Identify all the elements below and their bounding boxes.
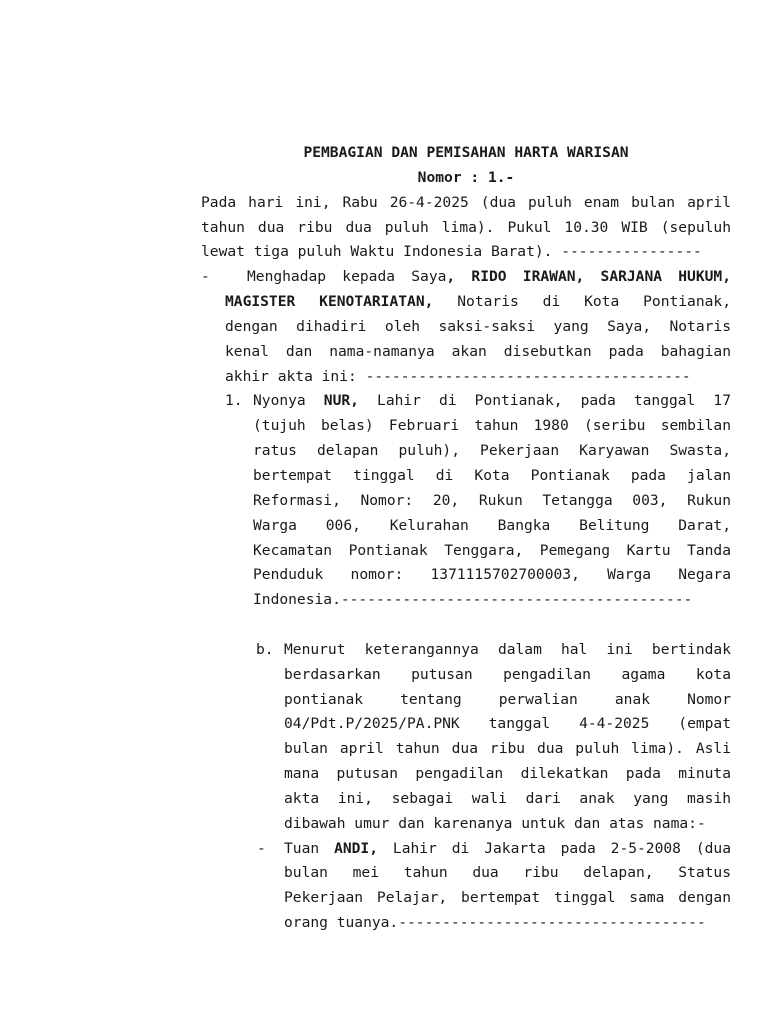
appearance-line: akhir akta ini: -------------------------------------	[225, 367, 691, 385]
appearance-text: Notaris di Kota Pontianak,	[433, 293, 731, 311]
item-text: Tuan	[284, 839, 335, 857]
item-b-line: berdasarkan putusan pengadilan agama kota	[284, 665, 731, 683]
item-dash-line: orang tuanya.-----------------------------------	[284, 914, 706, 932]
item-b-line: dibawah umur dan karenanya untuk dan atas nama:-	[284, 814, 706, 832]
opening-line: tahun dua ribu dua puluh lima). Pukul 10.30 WIB (sepuluh	[201, 218, 731, 236]
party-1-line	[201, 389, 731, 414]
party-text: Lahir di Pontianak, pada tanggal 17	[358, 392, 731, 410]
item-b-line: pontianak tentang perwalian anak Nomor	[284, 690, 731, 708]
dash-marker: -	[257, 839, 266, 857]
notary-title: MAGISTER KENOTARIATAN,	[225, 293, 434, 311]
party-1-line: Indonesia.----------------------------------------	[253, 591, 693, 609]
deed-title: PEMBAGIAN DAN PEMISAHAN HARTA WARISAN	[303, 144, 629, 161]
child-name: ANDI,	[334, 839, 378, 857]
party-name: NUR,	[323, 392, 359, 410]
item-dash-line: Pekerjaan Pelajar, bertempat tinggal sama dengan	[284, 889, 731, 907]
party-1-line: Kecamatan Pontianak Tenggara, Pemegang Kartu Tanda	[253, 541, 731, 559]
party-1-line: Penduduk nomor: 1371115702700003, Warga Negara	[253, 566, 731, 584]
item-dash-line: bulan mei tahun dua ribu delapan, Status	[284, 864, 731, 882]
appearance-text: Menghadap kepada Saya	[247, 268, 447, 286]
item-b-line: bulan april tahun dua ribu dua puluh lima). Asli	[284, 740, 731, 758]
item-text: Lahir di Jakarta pada 2-5-2008 (dua	[378, 839, 731, 857]
list-number: 1.	[225, 392, 243, 410]
notary-name: , RIDO IRAWAN, SARJANA HUKUM,	[446, 268, 731, 286]
dash-marker: -	[201, 268, 210, 286]
item-b-line: mana putusan pengadilan dilekatkan pada minuta	[284, 765, 731, 783]
party-1-line: Reformasi, Nomor: 20, Rukun Tetangga 003, Rukun	[253, 491, 731, 509]
appearance-line: dengan dihadiri oleh saksi-saksi yang Saya, Notaris	[225, 317, 731, 335]
item-b-line: akta ini, sebagai wali dari anak yang masih	[284, 789, 731, 807]
opening-line: Pada hari ini, Rabu 26-4-2025 (dua puluh enam bulan april	[201, 193, 731, 211]
item-dash-line	[201, 837, 731, 862]
appearance-line	[201, 290, 731, 315]
item-b-line: 04/Pdt.P/2025/PA.PNK tanggal 4-4-2025 (empat	[284, 715, 731, 733]
party-1-line: Warga 006, Kelurahan Bangka Belitung Darat,	[253, 516, 731, 534]
list-letter: b.	[256, 640, 274, 658]
item-text: Menurut keterangannya dalam hal ini bertindak	[284, 640, 731, 658]
opening-line: lewat tiga puluh Waktu Indonesia Barat). ----------------	[201, 243, 702, 261]
item-b-line	[201, 638, 731, 663]
notarial-deed	[201, 141, 731, 936]
party-1-line: (tujuh belas) Februari tahun 1980 (seribu sembilan	[253, 417, 731, 435]
item-a-line	[201, 613, 731, 638]
deed-number: Nomor : 1.-	[417, 168, 515, 186]
appearance-line	[201, 265, 731, 290]
party-1-line: bertempat tinggal di Kota Pontianak pada jalan	[253, 466, 731, 484]
party-text: Nyonya	[253, 392, 324, 410]
appearance-line: kenal dan nama-namanya akan disebutkan pada bahagian	[225, 342, 731, 360]
party-1-line: ratus delapan puluh), Pekerjaan Karyawan Swasta,	[253, 442, 731, 460]
